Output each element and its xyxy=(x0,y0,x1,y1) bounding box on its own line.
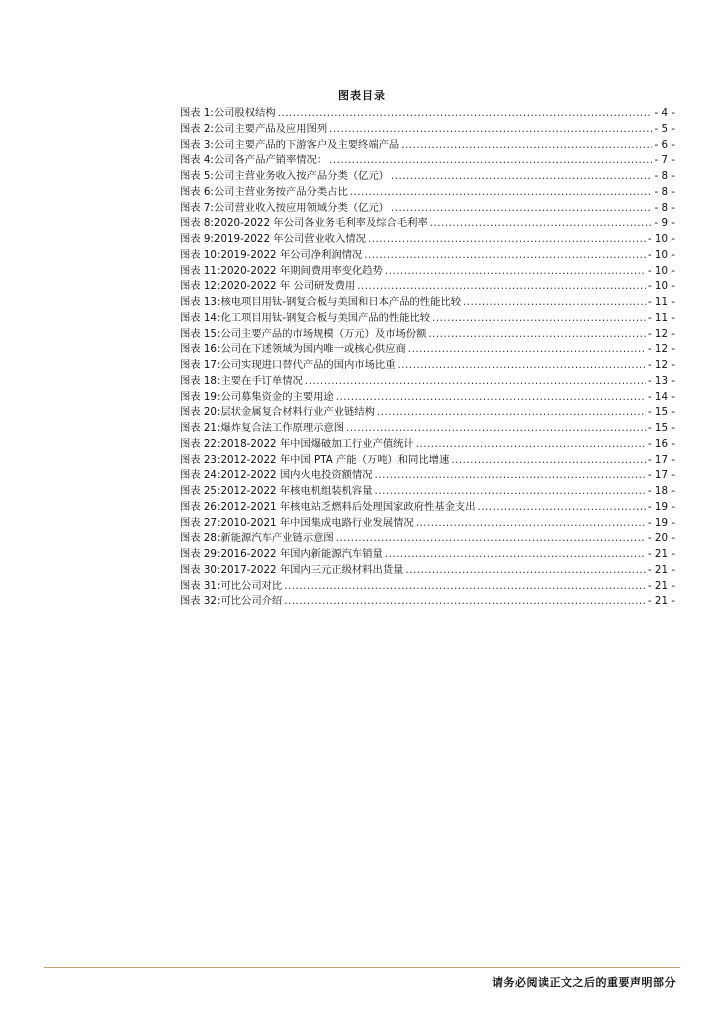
toc-entry-page: - 12 - xyxy=(647,343,675,356)
toc-entry-text: 2012-2022 年核电机组装机容量 xyxy=(220,485,373,497)
toc-entry[interactable] xyxy=(180,295,675,311)
toc-leader xyxy=(336,531,646,547)
toc-entry-text: 公司在下述领域为国内唯一或核心供应商 xyxy=(220,343,406,356)
toc-entry-text: 2012-2021 年核电站乏燃料后处理国家政府性基金支出 xyxy=(220,500,476,513)
toc-entry-label: 图表 9: xyxy=(180,233,214,245)
toc-entry-label: 图表 23: xyxy=(180,453,221,466)
toc-entry[interactable] xyxy=(180,216,675,232)
toc-entry-page: - 8 - xyxy=(654,170,675,182)
toc-leader xyxy=(391,201,653,217)
toc-entry-text: 公司主营业务收入按产品分类（亿元） xyxy=(213,170,389,182)
toc-entry[interactable] xyxy=(180,516,675,532)
toc-entry-label: 图表 18: xyxy=(180,374,221,387)
toc-entry[interactable] xyxy=(180,374,675,390)
toc-leader xyxy=(375,484,646,500)
toc-entry-text: 公司股权结构 xyxy=(213,107,276,119)
toc-leader xyxy=(405,563,645,579)
toc-entry-text: 可比公司介绍 xyxy=(220,595,283,608)
toc-entry-text: 公司主营业务按产品分类占比 xyxy=(213,185,348,198)
toc-entry-text: 公司各产品产销率情况： xyxy=(213,154,328,167)
toc-entry[interactable] xyxy=(180,358,675,374)
toc-entry[interactable] xyxy=(180,342,675,358)
footer-divider xyxy=(44,967,680,968)
toc-entry-label: 图表 31: xyxy=(180,579,221,592)
toc-entry-text: 2012-2022 国内火电投资额情况 xyxy=(220,469,373,482)
toc-entry-label: 图表 2: xyxy=(180,122,214,135)
toc-entry-label: 图表 19: xyxy=(180,390,221,403)
toc-leader xyxy=(336,390,646,406)
toc-entry-text: 2017-2022 年国内三元正级材料出货量 xyxy=(220,563,404,576)
toc-entry-text: 公司营业收入按应用领域分类（亿元） xyxy=(213,201,389,214)
toc-leader xyxy=(368,232,646,248)
toc-entry-label: 图表 29: xyxy=(180,548,221,560)
toc-entry[interactable] xyxy=(180,594,675,610)
toc-entry-text: 公司主要产品及应用图列 xyxy=(213,122,328,135)
toc-entry-page: - 13 - xyxy=(647,374,675,387)
toc-entry-text: 2016-2022 年国内新能源汽车销量 xyxy=(220,548,383,560)
toc-entry-page: - 6 - xyxy=(654,138,675,151)
toc-entry-label: 图表 3: xyxy=(180,138,214,151)
toc-entry[interactable] xyxy=(180,390,675,406)
toc-entry-label: 图表 10: xyxy=(180,248,221,261)
toc-entry-page: - 8 - xyxy=(654,201,675,214)
toc-entry-text: 新能源汽车产业链示意图 xyxy=(220,532,334,545)
toc-entry-page: - 9 - xyxy=(654,217,675,230)
toc-entry-page: - 16 - xyxy=(647,437,675,450)
toc-entry-text: 2020-2022 年期间费用率变化趋势 xyxy=(220,264,383,277)
toc-entry-label: 图表 1: xyxy=(180,107,214,119)
toc-entry[interactable] xyxy=(180,405,675,421)
toc-entry[interactable] xyxy=(180,138,675,154)
toc-entry-page: - 11 - xyxy=(647,296,675,308)
toc-leader xyxy=(305,374,646,390)
toc-leader xyxy=(375,468,646,484)
toc-entry-text: 层状金属复合材料行业产业链结构 xyxy=(220,406,375,419)
toc-leader xyxy=(385,547,646,563)
footer-disclaimer: 请务必阅读正文之后的重要声明部分 xyxy=(492,976,676,989)
toc-entry[interactable] xyxy=(180,579,675,595)
toc-entry-page: - 5 - xyxy=(654,122,675,135)
toc-entry-page: - 21 - xyxy=(647,595,675,608)
toc-entry-text: 2018-2022 年中国爆破加工行业产值统计 xyxy=(220,437,414,450)
toc-entry-label: 图表 6: xyxy=(180,185,214,198)
toc-entry-label: 图表 26: xyxy=(180,500,221,513)
toc-entry-page: - 21 - xyxy=(647,579,675,592)
toc-entry[interactable] xyxy=(180,531,675,547)
toc-entry-page: - 10 - xyxy=(647,264,675,277)
toc-entry-text: 2020-2022 年公司各业务毛利率及综合毛利率 xyxy=(213,217,428,230)
toc-entry[interactable] xyxy=(180,122,675,138)
toc-entry-label: 图表 16: xyxy=(180,343,221,356)
toc-entry[interactable] xyxy=(180,421,675,437)
toc-list xyxy=(180,106,675,610)
toc-entry-text: 2019-2022 年公司营业收入情况 xyxy=(213,233,366,245)
toc-entry-page: - 4 - xyxy=(654,107,675,119)
toc-entry[interactable] xyxy=(180,201,675,217)
toc-entry[interactable] xyxy=(180,106,675,122)
toc-entry-page: - 18 - xyxy=(647,485,675,497)
toc-entry[interactable] xyxy=(180,279,675,295)
toc-entry-page: - 7 - xyxy=(654,154,675,167)
toc-entry-label: 图表 13: xyxy=(180,296,221,308)
toc-entry[interactable] xyxy=(180,153,675,169)
toc-entry[interactable] xyxy=(180,311,675,327)
toc-leader xyxy=(463,295,646,311)
toc-leader xyxy=(391,169,653,185)
toc-entry-page: - 17 - xyxy=(647,453,675,466)
toc-entry-text: 主要在手订单情况 xyxy=(220,374,303,387)
toc-leader xyxy=(385,264,646,280)
toc-entry[interactable] xyxy=(180,468,675,484)
toc-leader xyxy=(350,185,653,201)
toc-leader xyxy=(346,421,646,437)
toc-entry[interactable] xyxy=(180,563,675,579)
toc-entry-label: 图表 17: xyxy=(180,359,221,371)
toc-entry-text: 核电项目用钛-钢复合板与美国和日本产品的性能比较 xyxy=(220,296,461,308)
toc-entry-label: 图表 11: xyxy=(180,264,221,277)
toc-entry-text: 化工项目用钛-钢复合板与美国产品的性能比较 xyxy=(220,311,431,324)
toc-leader xyxy=(377,405,646,421)
toc-leader xyxy=(357,279,646,295)
toc-entry-label: 图表 15: xyxy=(180,327,221,340)
toc-entry[interactable] xyxy=(180,169,675,185)
toc-entry-label: 图表 32: xyxy=(180,595,221,608)
toc-entry[interactable] xyxy=(180,264,675,280)
toc-leader xyxy=(329,122,652,138)
toc-leader xyxy=(416,437,646,453)
toc-entry[interactable] xyxy=(180,437,675,453)
toc-entry-label: 图表 22: xyxy=(180,437,221,450)
toc-entry-label: 图表 5: xyxy=(180,170,214,182)
toc-entry-page: - 15 - xyxy=(647,406,675,419)
toc-entry-label: 图表 8: xyxy=(180,217,214,230)
toc-leader xyxy=(416,516,646,532)
toc-entry-text: 可比公司对比 xyxy=(220,579,283,592)
toc-entry-label: 图表 25: xyxy=(180,485,221,497)
toc-entry-page: - 17 - xyxy=(647,469,675,482)
toc-leader xyxy=(284,579,646,595)
toc-entry-page: - 14 - xyxy=(647,390,675,403)
toc-entry-label: 图表 20: xyxy=(180,406,221,419)
toc-entry[interactable] xyxy=(180,327,675,343)
toc-entry-text: 公司实现进口替代产品的国内市场比重 xyxy=(220,359,396,371)
toc-entry-text: 2019-2022 年公司净利润情况 xyxy=(220,248,363,261)
toc-entry-label: 图表 7: xyxy=(180,201,214,214)
toc-leader xyxy=(430,216,653,232)
toc-entry-page: - 10 - xyxy=(647,280,675,293)
toc-entry-page: - 19 - xyxy=(647,516,675,529)
toc-entry-text: 公司募集资金的主要用途 xyxy=(220,390,334,403)
toc-entry-page: - 21 - xyxy=(647,563,675,576)
toc-entry-label: 图表 28: xyxy=(180,532,221,545)
toc-entry-page: - 21 - xyxy=(647,548,675,560)
toc-entry[interactable] xyxy=(180,500,675,516)
toc-leader xyxy=(408,342,646,358)
toc-entry-text: 公司主要产品的下游客户及主要终端产品 xyxy=(213,138,400,151)
toc-entry-page: - 10 - xyxy=(647,233,675,245)
toc-leader xyxy=(478,500,646,516)
toc-leader xyxy=(329,153,652,169)
toc-leader xyxy=(451,453,646,469)
toc-entry[interactable] xyxy=(180,232,675,248)
toc-entry-page: - 15 - xyxy=(647,422,675,434)
toc-leader xyxy=(432,311,646,327)
toc-entry-page: - 20 - xyxy=(647,532,675,545)
toc-entry-page: - 12 - xyxy=(647,327,675,340)
toc-entry-text: 公司主要产品的市场规模（万元）及市场份额 xyxy=(220,327,427,340)
toc-leader xyxy=(428,327,646,343)
toc-entry[interactable] xyxy=(180,248,675,264)
toc-entry-text: 2012-2022 年中国 PTA 产能（万吨）和同比增速 xyxy=(220,453,450,466)
toc-entry[interactable] xyxy=(180,453,675,469)
toc-entry-page: - 10 - xyxy=(647,248,675,261)
toc-entry-page: - 19 - xyxy=(647,500,675,513)
toc-entry-label: 图表 27: xyxy=(180,516,221,529)
toc-entry[interactable] xyxy=(180,185,675,201)
toc-leader xyxy=(398,358,646,374)
toc-leader xyxy=(284,594,646,610)
toc-entry[interactable] xyxy=(180,547,675,563)
toc-entry-text: 2010-2021 年中国集成电路行业发展情况 xyxy=(220,516,414,529)
toc-entry-label: 图表 21: xyxy=(180,422,221,434)
toc-entry-page: - 8 - xyxy=(654,185,675,198)
toc-entry-label: 图表 30: xyxy=(180,563,221,576)
toc-entry-label: 图表 14: xyxy=(180,311,221,324)
toc-entry-page: - 12 - xyxy=(647,359,675,371)
toc-leader xyxy=(364,248,646,264)
toc-leader xyxy=(401,138,652,154)
toc-entry-label: 图表 24: xyxy=(180,469,221,482)
toc-entry-page: - 11 - xyxy=(647,311,675,324)
toc-entry-label: 图表 4: xyxy=(180,154,214,167)
toc-entry[interactable] xyxy=(180,484,675,500)
toc-entry-label: 图表 12: xyxy=(180,280,221,293)
toc-entry-text: 爆炸复合法工作原理示意图 xyxy=(220,422,345,434)
toc-title: 图表目录 xyxy=(338,89,386,102)
toc-entry-text: 2020-2022 年 公司研发费用 xyxy=(220,280,356,293)
toc-leader xyxy=(278,106,653,122)
